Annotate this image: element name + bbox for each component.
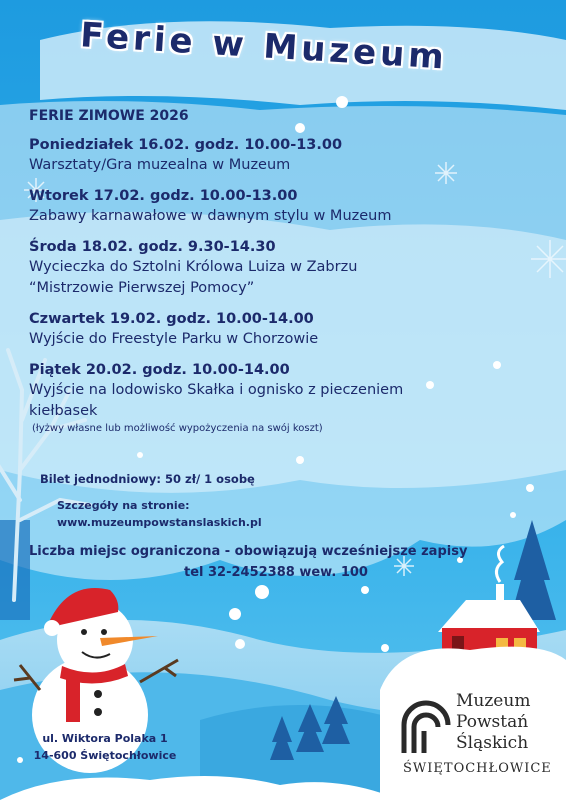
logo-line: Muzeum [456, 691, 531, 711]
day-description: Wycieczka do Sztolni Królowa Luiza w Zabrzu [29, 259, 358, 275]
day-description: Zabawy karnawałowe w dawnym stylu w Muzeum [29, 208, 392, 224]
address [30, 730, 180, 764]
address-street: ul. Wiktora Polaka 1 [42, 732, 168, 745]
logo-city: ŚWIĘTOCHŁOWICE [403, 761, 552, 776]
day-description: “Mistrzowie Pierwszej Pomocy” [29, 280, 255, 296]
schedule-day [29, 237, 559, 299]
details-label: Szczegóły na stronie: [57, 499, 190, 512]
day-description: Warsztaty/Gra muzealna w Muzeum [29, 157, 291, 173]
schedule-day [29, 135, 559, 176]
website-link[interactable]: www.muzeumpowstanslaskich.pl [57, 516, 262, 529]
logo-line: Śląskich [456, 733, 529, 753]
schedule-day [29, 360, 559, 436]
ticket-price: Bilet jednodniowy: 50 zł/ 1 osobę [40, 472, 255, 486]
schedule-day [29, 186, 559, 227]
day-heading: Środa 18.02. godz. 9.30-14.30 [29, 239, 276, 255]
details-block [57, 497, 262, 531]
logo-name [456, 691, 530, 754]
day-heading: Poniedziałek 16.02. godz. 10.00-13.00 [29, 137, 343, 153]
day-note: (łyżwy własne lub możliwość wypożyczenia na swój koszt) [32, 423, 323, 434]
logo-line: Powstań [456, 712, 529, 732]
registration-notice: Liczba miejsc ograniczona - obowiązują wcześniejsze zapisy [29, 544, 468, 559]
day-description: Wyjście do Freestyle Parku w Chorzowie [29, 331, 319, 347]
poster-title: Ferie w Muzeum [79, 15, 449, 78]
schedule [29, 108, 559, 446]
museum-logo [393, 687, 553, 787]
day-description: Wyjście na lodowisko Skałka i ognisko z pieczeniem [29, 382, 404, 398]
day-heading: Czwartek 19.02. godz. 10.00-14.00 [29, 311, 314, 327]
phone-number: tel 32-2452388 wew. 100 [184, 565, 368, 580]
address-city: 14-600 Świętochłowice [33, 749, 177, 762]
day-heading: Wtorek 17.02. godz. 10.00-13.00 [29, 188, 298, 204]
season-heading: FERIE ZIMOWE 2026 [29, 108, 189, 124]
schedule-day [29, 309, 559, 350]
museum-logo-icon [398, 695, 453, 755]
day-description: kiełbasek [29, 403, 98, 419]
day-heading: Piątek 20.02. godz. 10.00-14.00 [29, 362, 290, 378]
